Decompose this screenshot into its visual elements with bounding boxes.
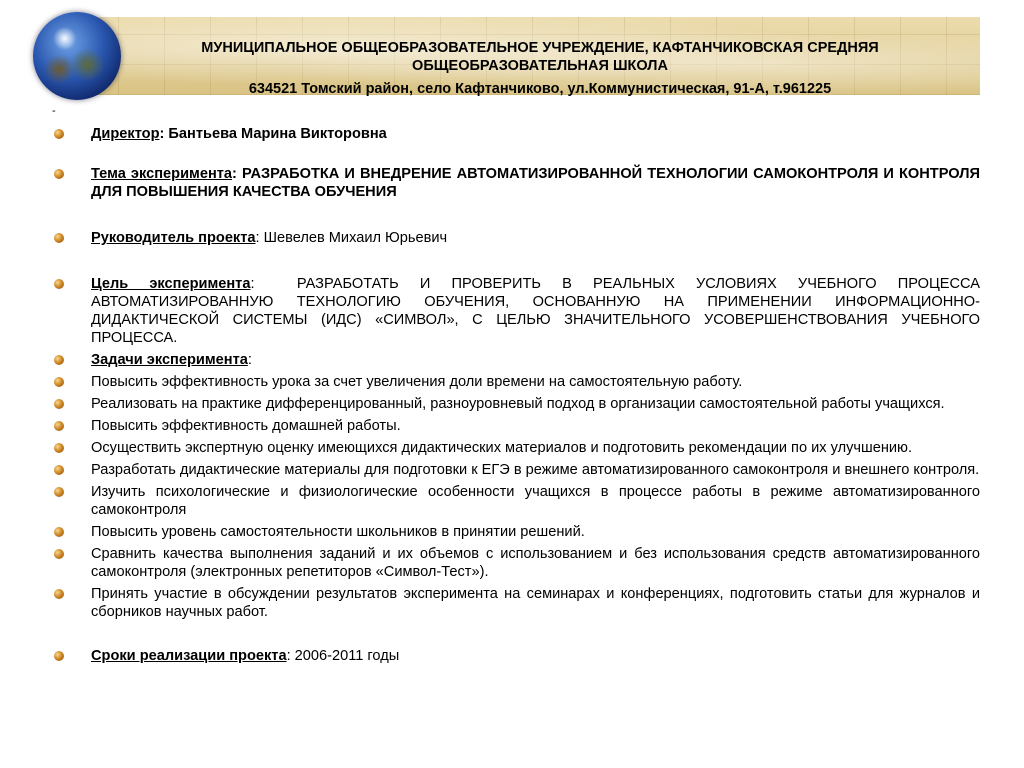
goal-value: РАЗРАБОТАТЬ И ПРОВЕРИТЬ В РЕАЛЬНЫХ УСЛОВИЯХ УЧЕБНОГО ПРОЦЕССА АВТОМАТИЗИРОВАННУЮ ТЕХНОЛОГИЮ ОБУЧЕНИЯ, ОСНОВАННУЮ НА ПРИМЕНЕНИИ ИНФОРМАЦИОННО- ДИДАКТИЧЕСКОЙ СИСТЕМЫ (ИДС) «СИМВОЛ», С ЦЕЛЬЮ ЗНАЧИТЕЛЬНОГО УСОВЕРШЕНСТВОВАНИЯ УЧЕБНОГО ПРОЦЕССА. — [91, 276, 980, 346]
task-text: Сравнить качества выполнения заданий и их объемов с использованием и без использования средств автоматизированного самоконтроля (электронных репетиторов «Символ-Тест»). — [91, 546, 980, 580]
school-address: 634521 Томский район, село Кафтанчиково, ул.Коммунистическая, 91-А, т.961225 — [248, 81, 832, 97]
leader-value: Шевелев Михаил Юрьевич — [263, 230, 448, 246]
task-item — [52, 417, 980, 435]
separator: : — [286, 648, 295, 664]
terms-label: Сроки реализации проекта — [91, 648, 287, 664]
separator: : — [250, 276, 297, 292]
task-text: Принять участие в обсуждении результатов эксперимента на семинарах и конференциях, подготовить статьи для журналов и сборников научных работ. — [91, 586, 980, 620]
bullet-icon — [54, 421, 64, 431]
task-text: Осуществить экспертную оценку имеющихся дидактических материалов и подготовить рекомендации по их улучшению. — [91, 440, 913, 456]
goal-label: Цель эксперимента — [91, 276, 251, 292]
terms-value: 2006-2011 годы — [294, 648, 400, 664]
task-item — [52, 585, 980, 621]
task-text: Разработать дидактические материалы для подготовки к ЕГЭ в режиме автоматизированного самоконтроля и внешнего контроля. — [91, 462, 980, 478]
task-text: Повысить эффективность урока за счет увеличения доли времени на самостоятельную работу. — [91, 374, 743, 390]
theme-item — [52, 165, 980, 201]
bullet-icon — [54, 651, 64, 661]
bullet-icon — [54, 399, 64, 409]
separator: : — [247, 352, 252, 368]
director-label: Директор — [91, 126, 160, 142]
theme-value: РАЗРАБОТКА И ВНЕДРЕНИЕ АВТОМАТИЗИРОВАННОЙ ТЕХНОЛОГИИ САМОКОНТРОЛЯ И КОНТРОЛЯ ДЛЯ ПОВЫШЕНИЯ КАЧЕСТВА ОБУЧЕНИЯ — [91, 166, 980, 200]
terms-item — [52, 647, 980, 665]
bullet-icon — [54, 355, 64, 365]
task-item — [52, 483, 980, 519]
task-item — [52, 395, 980, 413]
director-value: Бантьева Марина Викторовна — [168, 126, 387, 142]
goal-item — [52, 275, 980, 347]
separator: : — [159, 126, 169, 142]
bullet-icon — [54, 589, 64, 599]
school-title: МУНИЦИПАЛЬНОЕ ОБЩЕОБРАЗОВАТЕЛЬНОЕ УЧРЕЖДЕНИЕ, КАФТАНЧИКОВСКАЯ СРЕДНЯЯ ОБЩЕОБРАЗОВАТЕЛЬНАЯ ШКОЛА — [201, 40, 879, 74]
bullet-icon — [54, 443, 64, 453]
task-text: Повысить уровень самостоятельности школьников в принятии решений. — [91, 524, 585, 540]
bullet-icon — [54, 129, 64, 139]
leader-item — [52, 229, 980, 247]
task-item — [52, 461, 980, 479]
content — [52, 112, 980, 665]
header-text — [110, 39, 970, 98]
globe-icon — [33, 12, 121, 100]
dash-mark: - — [52, 105, 56, 117]
task-text: Повысить эффективность домашней работы. — [91, 418, 401, 434]
separator: : — [232, 166, 242, 182]
bullet-icon — [54, 233, 64, 243]
director-item — [52, 125, 980, 143]
bullet-icon — [54, 377, 64, 387]
bullet-icon — [54, 487, 64, 497]
bullet-icon — [54, 465, 64, 475]
theme-label: Тема эксперимента — [91, 166, 233, 182]
tasks-label: Задачи эксперимента — [91, 352, 248, 368]
task-item — [52, 373, 980, 391]
leader-label: Руководитель проекта — [91, 230, 256, 246]
separator: : — [255, 230, 264, 246]
bullet-icon — [54, 169, 64, 179]
bullet-icon — [54, 527, 64, 537]
task-text: Реализовать на практике дифференцированный, разноуровневый подход в организации самостоятельной работы учащихся. — [91, 396, 945, 412]
task-item — [52, 523, 980, 541]
bullet-icon — [54, 549, 64, 559]
task-item — [52, 439, 980, 457]
tasks-item — [52, 351, 980, 369]
task-list — [52, 373, 980, 621]
bullet-icon — [54, 279, 64, 289]
task-text: Изучить психологические и физиологические особенности учащихся в процессе работы в режиме автоматизированного самоконтроля — [91, 484, 980, 518]
task-item — [52, 545, 980, 581]
